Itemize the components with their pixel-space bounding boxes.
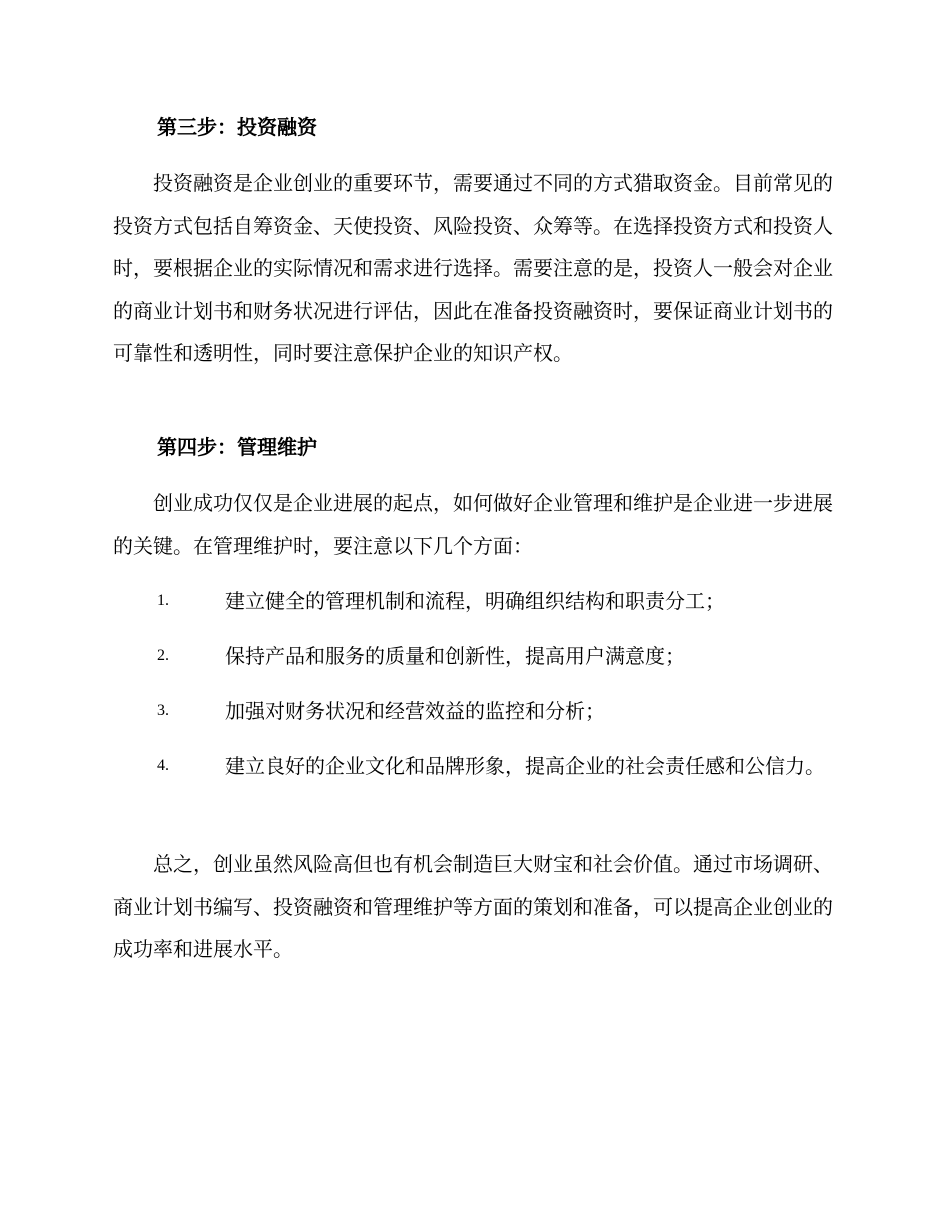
list-item bbox=[113, 690, 833, 733]
list-item bbox=[113, 580, 833, 623]
list-item-number: 2. bbox=[157, 647, 169, 664]
list-item-number: 4. bbox=[157, 757, 169, 774]
list-item bbox=[113, 635, 833, 678]
list-item-text: 加强对财务状况和经营效益的监控和分析； bbox=[225, 699, 605, 723]
list-item bbox=[113, 745, 833, 788]
section-heading-investment: 第三步：投资融资 bbox=[157, 115, 317, 139]
section-heading-management: 第四步：管理维护 bbox=[157, 435, 317, 459]
list-item-text: 建立良好的企业文化和品牌形象，提高企业的社会责任感和公信力。 bbox=[225, 754, 825, 778]
document-page bbox=[113, 0, 833, 1230]
paragraph-management-intro: 创业成功仅仅是企业进展的起点，如何做好企业管理和维护是企业进一步进展的关键。在管理维护时，要注意以下几个方面： bbox=[113, 491, 833, 558]
list-item-number: 3. bbox=[157, 702, 169, 719]
paragraph-investment: 投资融资是企业创业的重要环节，需要通过不同的方式猎取资金。目前常见的投资方式包括自筹资金、天使投资、风险投资、众筹等。在选择投资方式和投资人时，要根据企业的实际情况和需求进行选择。需要注意的是，投资人一般会对企业的商业计划书和财务状况进行评估，因此在准备投资融资时，要保证商业计划书的可靠性和透明性，同时要注意保护企业的知识产权。 bbox=[113, 171, 833, 366]
list-item-text: 建立健全的管理机制和流程，明确组织结构和职责分工； bbox=[225, 589, 725, 613]
list-item-text: 保持产品和服务的质量和创新性，提高用户满意度； bbox=[225, 644, 685, 668]
paragraph-conclusion: 总之，创业虽然风险高但也有机会制造巨大财宝和社会价值。通过市场调研、商业计划书编写、投资融资和管理维护等方面的策划和准备，可以提高企业创业的成功率和进展水平。 bbox=[113, 852, 833, 962]
list-item-number: 1. bbox=[157, 592, 169, 609]
